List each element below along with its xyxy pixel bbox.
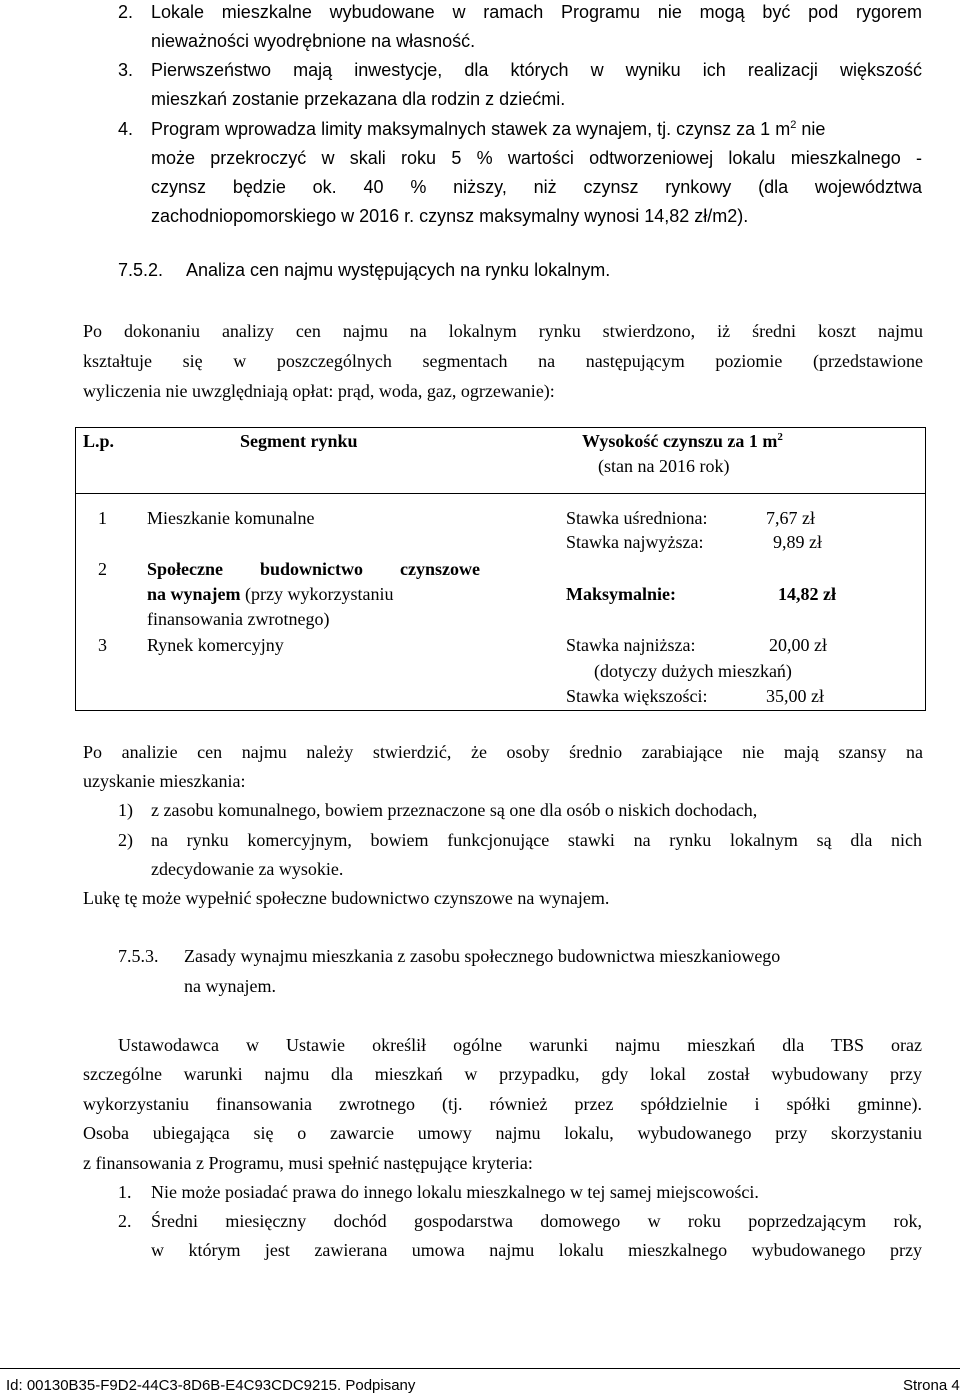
list-text-line: w którym jest zawierana umowa najmu lokalu mieszkalnego wybudowanego przy — [151, 1240, 922, 1260]
rate-label: Maksymalnie: — [566, 584, 676, 604]
list-text-line: na rynku komercyjnym, bowiem funkcjonujące stawki na rynku lokalnym są dla nich — [151, 830, 922, 850]
list-text-line: mieszkań zostanie przekazana dla rodzin z dziećmi. — [151, 89, 566, 109]
paragraph-line: kształtuje się w poszczególnych segmentach na następującym poziomie (przedstawione — [83, 351, 923, 371]
table-row-segment: Rynek komercyjny — [147, 635, 284, 655]
table-row-segment: na wynajem (przy wykorzystaniu — [147, 584, 394, 604]
paragraph-line: Lukę tę może wypełnić społeczne budownictwo czynszowe na wynajem. — [83, 888, 610, 908]
paragraph-line: wykorzystaniu finansowania zwrotnego (tj. również przez spółdzielnie i spółki gminne). — [83, 1094, 922, 1114]
list-number: 2. — [118, 2, 134, 22]
table-row-segment: Mieszkanie komunalne — [147, 508, 315, 528]
section-number: 7.5.2. — [118, 260, 164, 280]
list-text-line: zachodniopomorskiego w 2016 r. czynsz maksymalny wynosi 14,82 zł/m2). — [151, 206, 749, 226]
paragraph-line: uzyskanie mieszkania: — [83, 771, 246, 791]
table-row-segment: Społeczne budownictwo czynszowe — [147, 559, 480, 579]
rate-label: Stawka uśredniona: — [566, 508, 708, 528]
list-text-line: Pierwszeństwo mają inwestycje, dla których w wyniku ich realizacji większość — [151, 60, 922, 80]
table-header-rent: Wysokość czynszu za 1 $m^2$ — [582, 431, 783, 451]
list-number: 1) — [118, 800, 133, 820]
table-row-lp: 3 — [98, 635, 107, 655]
table-row-lp: 2 — [98, 559, 107, 579]
table-header-segment: Segment rynku — [240, 431, 358, 451]
rate-note: (dotyczy dużych mieszkań) — [594, 661, 792, 681]
list-text-line: może przekroczyć w skali roku 5 % wartości odtworzeniowej lokalu mieszkalnego - — [151, 148, 922, 168]
list-number: 2) — [118, 830, 133, 850]
list-text-line: zdecydowanie za wysokie. — [151, 859, 344, 879]
rate-value: 35,00 zł — [766, 686, 824, 706]
paragraph-line: z finansowania z Programu, musi spełnić następujące kryteria: — [83, 1153, 533, 1173]
footer-page-number: Strona 4 — [903, 1377, 960, 1394]
rate-label: Stawka najwyższa: — [566, 532, 704, 552]
table-header-lp: L.p. — [83, 431, 115, 451]
footer-rule — [0, 1368, 960, 1369]
list-number: 3. — [118, 60, 134, 80]
section-title: na wynajem. — [184, 976, 276, 996]
list-text-line: Program wprowadza limity maksymalnych stawek za wynajem, tj. czynsz za 1 $m^2$ nie — [151, 119, 826, 139]
paragraph-line: Po analizie cen najmu należy stwierdzić, że osoby średnio zarabiające nie mają szansy na — [83, 742, 923, 762]
rate-label: Stawka większości: — [566, 686, 708, 706]
paragraph-line: szczególne warunki najmu dla mieszkań w przypadku, gdy lokal został wybudowany przy — [83, 1064, 922, 1084]
list-text-line: z zasobu komunalnego, bowiem przeznaczone są one dla osób o niskich dochodach, — [151, 800, 758, 820]
paragraph-line: Osoba ubiegająca się o zawarcie umowy najmu lokalu, wybudowanego przy skorzystaniu — [83, 1123, 922, 1143]
list-text-line: Nie może posiadać prawa do innego lokalu mieszkalnego w tej samej miejscowości. — [151, 1182, 759, 1202]
table-row-segment: finansowania zwrotnego) — [147, 609, 330, 629]
list-number: 4. — [118, 119, 134, 139]
footer-document-id: Id: 00130B35-F9D2-44C3-8D6B-E4C93CDC9215. Podpisany — [6, 1377, 416, 1394]
list-number: 2. — [118, 1211, 132, 1231]
section-title: Zasady wynajmu mieszkania z zasobu społecznego budownictwa mieszkaniowego — [184, 946, 781, 966]
section-title: Analiza cen najmu występujących na rynku lokalnym. — [186, 260, 611, 280]
table-header-rent-date: (stan na 2016 rok) — [598, 456, 730, 476]
list-text-line: nieważności wyodrębnione na własność. — [151, 31, 476, 51]
paragraph-line: wyliczenia nie uwzględniają opłat: prąd, woda, gaz, ogrzewanie): — [83, 381, 555, 401]
list-text-line: Lokale mieszkalne wybudowane w ramach Programu nie mogą być pod rygorem — [151, 2, 922, 22]
rate-label: Stawka najniższa: — [566, 635, 696, 655]
rate-value: 7,67 zł — [766, 508, 815, 528]
list-text-line: Średni miesięczny dochód gospodarstwa domowego w roku poprzedzającym rok, — [151, 1211, 922, 1231]
rate-value: 20,00 zł — [769, 635, 827, 655]
section-number: 7.5.3. — [118, 946, 159, 966]
paragraph-line: Ustawodawca w Ustawie określił ogólne warunki najmu mieszkań dla TBS oraz — [118, 1035, 922, 1055]
list-text-line: czynsz będzie ok. 40 % niższy, niż czynsz rynkowy (dla województwa — [151, 177, 922, 197]
rate-value: 14,82 zł — [778, 584, 836, 604]
paragraph-line: Po dokonaniu analizy cen najmu na lokalnym rynku stwierdzono, iż średni koszt najmu — [83, 321, 923, 341]
rate-value: 9,89 zł — [773, 532, 822, 552]
table-header-divider — [75, 493, 926, 494]
list-number: 1. — [118, 1182, 132, 1202]
table-row-lp: 1 — [98, 508, 107, 528]
